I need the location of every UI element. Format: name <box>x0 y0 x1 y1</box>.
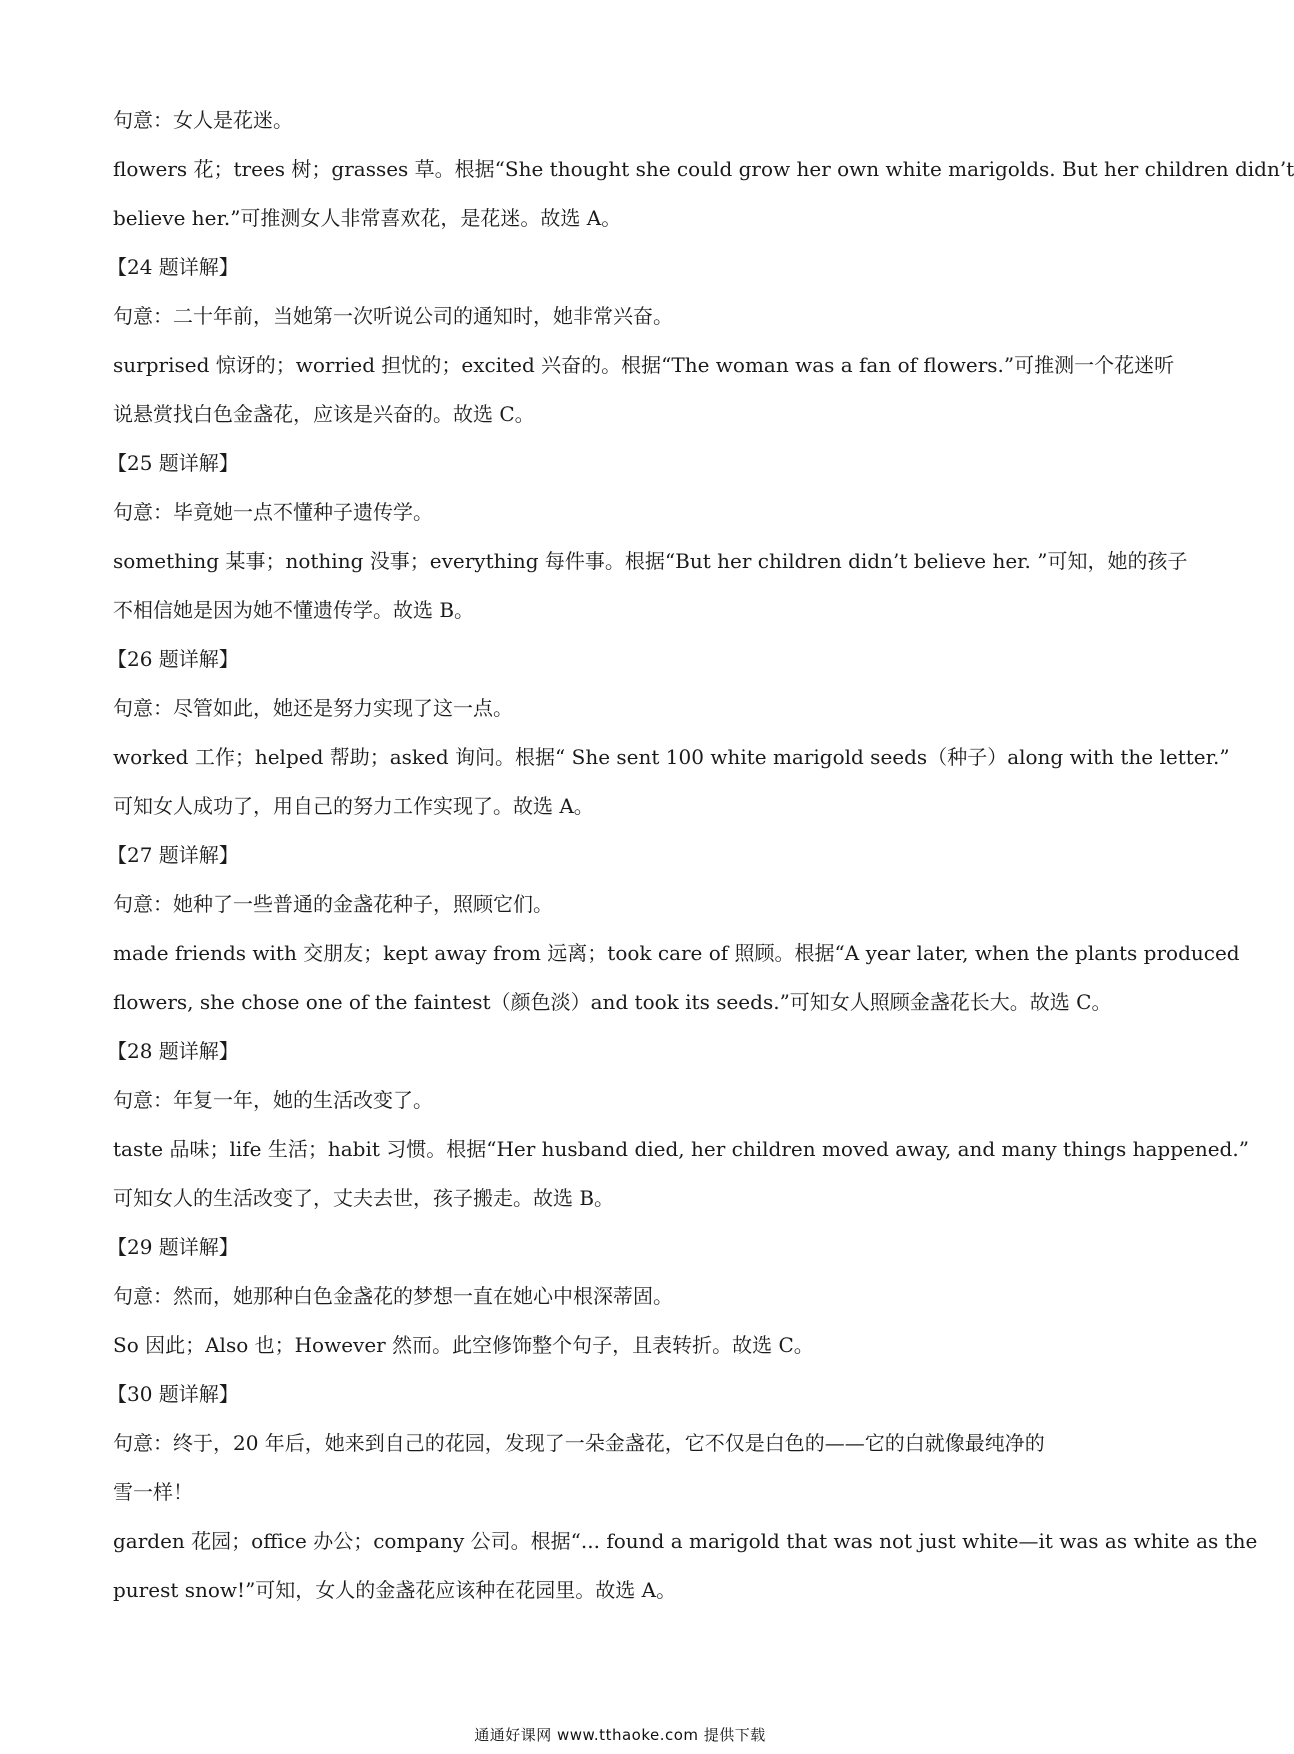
heading-30: 【30 题详解】 <box>107 1382 239 1406</box>
heading-24: 【24 题详解】 <box>107 255 239 279</box>
explanation-26-line-2: 可知女人成功了，用自己的努力工作实现了。故选 A。 <box>113 794 594 818</box>
heading-29: 【29 题详解】 <box>107 1235 239 1259</box>
explanation-24-line-1: surprised 惊讶的；worried 担忧的；excited 兴奋的。根据“The woman was a fan of flowers.”可推测一个花迷听 <box>113 353 1175 377</box>
sentence-meaning-30-line-2: 雪一样！ <box>113 1480 193 1504</box>
explanation-28-line-1: taste 品味；life 生活；habit 习惯。根据“Her husband died, her children moved away, and many things happened.” <box>113 1137 1249 1161</box>
explanation-24-line-2: 说悬赏找白色金盏花，应该是兴奋的。故选 C。 <box>113 402 535 426</box>
heading-27: 【27 题详解】 <box>107 843 239 867</box>
sentence-meaning-24: 句意：二十年前，当她第一次听说公司的通知时，她非常兴奋。 <box>113 304 673 328</box>
explanation-30-line-2: purest snow!”可知，女人的金盏花应该种在花园里。故选 A。 <box>113 1578 677 1602</box>
explanation-29-line-1: So 因此；Also 也；However 然而。此空修饰整个句子，且表转折。故选 C。 <box>113 1333 814 1357</box>
sentence-meaning-23: 句意：女人是花迷。 <box>113 108 293 132</box>
page-footer-watermark: 通通好课网 www.tthaoke.com 提供下载 <box>474 1726 766 1744</box>
sentence-meaning-26: 句意：尽管如此，她还是努力实现了这一点。 <box>113 696 513 720</box>
sentence-meaning-25: 句意：毕竟她一点不懂种子遗传学。 <box>113 500 433 524</box>
explanation-28-line-2: 可知女人的生活改变了，丈夫去世，孩子搬走。故选 B。 <box>113 1186 615 1210</box>
heading-25: 【25 题详解】 <box>107 451 239 475</box>
sentence-meaning-30-line-1: 句意：终于，20 年后，她来到自己的花园，发现了一朵金盏花，它不仅是白色的——它的白就像最纯净的 <box>113 1431 1045 1455</box>
document-body <box>107 96 1294 1615</box>
heading-26: 【26 题详解】 <box>107 647 239 671</box>
explanation-26-line-1: worked 工作；helped 帮助；asked 询问。根据“ She sent 100 white marigold seeds（种子）along with the letter.” <box>113 745 1230 769</box>
explanation-23-line-2: believe her.”可推测女人非常喜欢花，是花迷。故选 A。 <box>113 206 622 230</box>
explanation-30-line-1: garden 花园；office 办公；company 公司。根据“... found a marigold that was not just white—it was as white as the <box>113 1529 1258 1553</box>
explanation-25-line-2: 不相信她是因为她不懂遗传学。故选 B。 <box>113 598 475 622</box>
sentence-meaning-27: 句意：她种了一些普通的金盏花种子，照顾它们。 <box>113 892 553 916</box>
sentence-meaning-29: 句意：然而，她那种白色金盏花的梦想一直在她心中根深蒂固。 <box>113 1284 673 1308</box>
explanation-27-line-2: flowers, she chose one of the faintest（颜色淡）and took its seeds.”可知女人照顾金盏花长大。故选 C。 <box>113 990 1112 1014</box>
explanation-25-line-1: something 某事；nothing 没事；everything 每件事。根据“But her children didn’t believe her. ”可知，她的孩子 <box>113 549 1188 573</box>
sentence-meaning-28: 句意：年复一年，她的生活改变了。 <box>113 1088 433 1112</box>
heading-28: 【28 题详解】 <box>107 1039 239 1063</box>
explanation-23-line-1: flowers 花；trees 树；grasses 草。根据“She thought she could grow her own white marigolds. But her children didn’t <box>113 157 1294 181</box>
explanation-27-line-1: made friends with 交朋友；kept away from 远离；took care of 照顾。根据“A year later, when the plants produced <box>113 941 1240 965</box>
